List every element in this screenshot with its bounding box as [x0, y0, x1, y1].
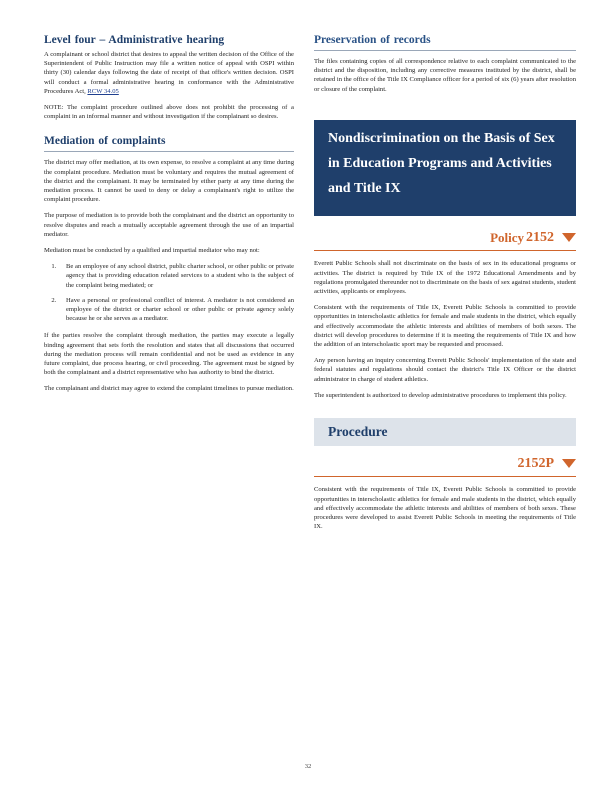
policy-number: 2152: [526, 229, 554, 245]
mediation-agreement: If the parties resolve the complaint through mediation, the parties may execute a legally binding agreement that sets forth the resolution and states that all discussions that occurred during the mediation process will remain confidential and not be used as evidence in any future complaint, due process hearing, or civil proceeding. The agreement must be signed by both the complainant and a district representative who has authority to bind the district.: [44, 332, 294, 377]
policy-paragraph: Consistent with the requirements of Title IX, Everett Public Schools is committed to provide opportunities in interscholastic athletics for female and male students in the district, which equally and effectively accommodate the athletic interests and abilities of members of both sexes. The district will develop procedures to determine if it is meeting the requirements of Title IX and how the addition of an interscholastic sport may be requested and processed.: [314, 304, 576, 348]
policy-paragraph: Any person having an inquiry concerning Everett Public Schools' implementation of the state and federal statutes and regulations should contact the district's Title IX Officer or the district administrator in charge of student athletics.: [314, 357, 576, 383]
mediation-requirements: Mediation must be conducted by a qualified and impartial mediator who may not:: [44, 247, 260, 255]
records-divider: [314, 50, 576, 51]
procedure-paragraph: Consistent with the requirements of Title IX, Everett Public Schools is committed to provide opportunities in interscholastic athletics for female and male students in the district, which equally and effectively accommodate the athletic interests and abilities of members of both sexes. These procedures were developed to assist Everett Public Schools in meeting the requirements of Title IX.: [314, 486, 576, 531]
procedure-number: 2152P: [517, 455, 554, 471]
title-ix-banner: Nondiscrimination on the Basis of Sex in Education Programs and Activities and Title IX: [314, 120, 576, 216]
rcw-link[interactable]: RCW 34.05: [87, 87, 119, 95]
page-number: 32: [304, 763, 312, 770]
administrative-hearing-body: A complainant or school district that desires to appeal the written decision of the Office of the Superintendent of Public Instruction may file a written notice of appeal with OSPI within thirty (30) calendar days following the date of receipt of that office's written decision. OSPI will conduct a formal administrative hearing in conformance with the Administrative Procedures Act,: [44, 51, 294, 95]
heading-mediation: Mediation of complaints: [44, 135, 166, 148]
procedure-number-heading: [314, 456, 576, 472]
right-column: [314, 34, 576, 538]
triangle-down-icon: [562, 233, 576, 242]
preservation-text: The files containing copies of all correspondence relative to each complaint communicated to the district and the disposition, including any corrective measures instituted by the district, shall be retained in the office of the Title IX Compliance officer for a period of six (6) years after resolution or closure of the complaint.: [314, 58, 576, 93]
triangle-down-icon: [562, 459, 576, 468]
policy-heading: [314, 230, 576, 246]
policy-label: Policy: [490, 229, 524, 245]
policy-paragraph: Everett Public Schools shall not discriminate on the basis of sex in its educational programs or activities. The district is required by Title IX of the 1972 Educational Amendments and by regulations promulgated thereunder not to discriminate on the basis of sex against students, student activities, applicants or employees.: [314, 260, 576, 295]
policy-divider: [314, 250, 576, 252]
list-item: 2. Have a personal or professional conflict of interest. A mediator is not considered an employee of the district or charter school or other public or private agency solely because he or she serves as a mediator.: [58, 296, 294, 324]
list-item: 1. Be an employee of any school district, public charter school, or other public or private agency that is providing education related services to a student who is the subject of the complaint being mediated; or: [58, 262, 294, 290]
mediation-purpose: The purpose of mediation is to provide both the complainant and the district an opportunity to resolve disputes and reach a mutually acceptable agreement through the use of an impartial mediator.: [44, 212, 294, 238]
heading-administrative-hearing: Level four – Administrative hearing: [44, 34, 225, 46]
procedure-heading: Procedure: [314, 418, 576, 446]
complaint-note: NOTE: The complaint procedure outlined above does not prohibit the processing of a complaint in an informal manner and without investigation if the complainant so desires.: [44, 104, 294, 121]
mediation-timelines: The complainant and district may agree to extend the complaint timelines to pursue mediation.: [44, 385, 294, 393]
policy-paragraph: The superintendent is authorized to develop administrative procedures to implement this policy.: [314, 391, 567, 399]
mediator-restrictions-list: [44, 262, 294, 323]
administrative-hearing-text: [44, 50, 294, 96]
heading-preservation-of-records: Preservation of records: [314, 34, 431, 46]
left-column: [44, 34, 294, 401]
procedure-divider: [314, 476, 576, 478]
mediation-intro: The district may offer mediation, at its own expense, to resolve a complaint at any time during the complaint procedure. Mediation must be voluntary and requires the mutual agreement of the district and the complainant. It may be terminated by either party at any time during the mediation process. It cannot be used to deny or delay a complainant's right to utilize the complaint procedure.: [44, 159, 294, 204]
mediation-divider: [44, 151, 294, 152]
